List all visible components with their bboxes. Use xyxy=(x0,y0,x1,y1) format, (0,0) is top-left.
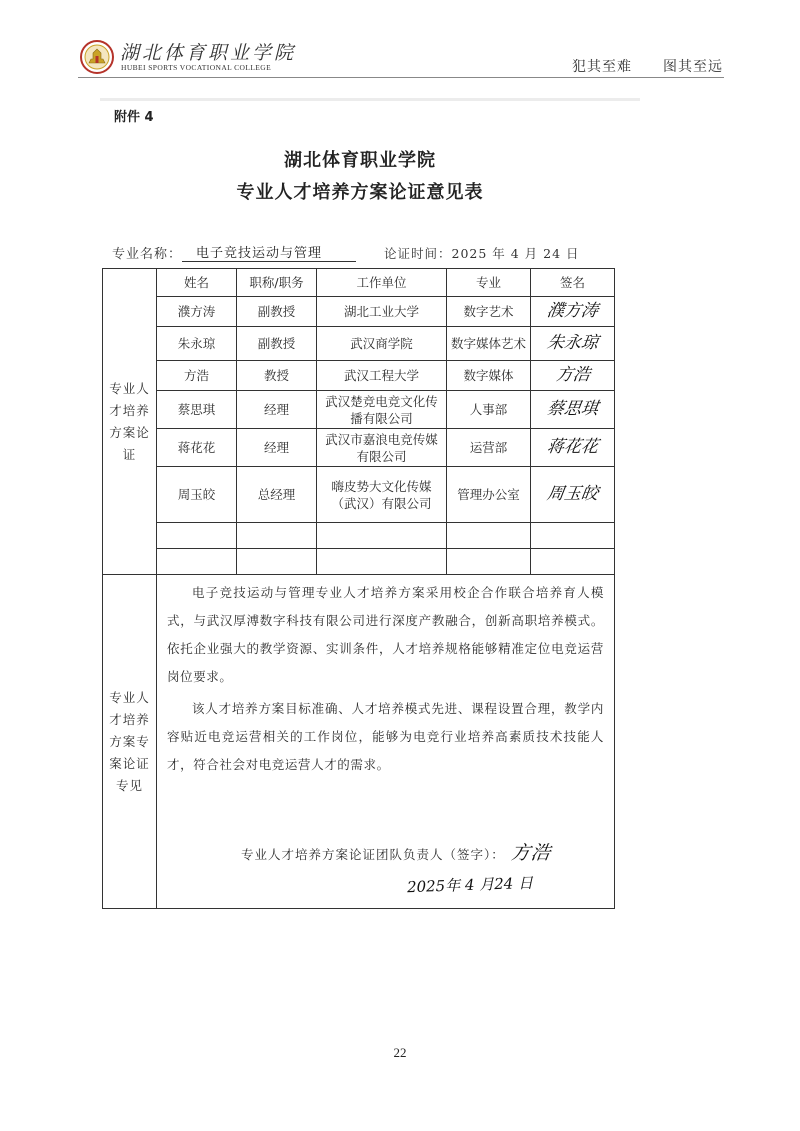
column-header: 专业 xyxy=(447,269,531,297)
table-row xyxy=(103,297,615,327)
leader-signature-line xyxy=(241,842,553,864)
member-title: 总经理 xyxy=(237,467,317,523)
column-header: 签名 xyxy=(531,269,615,297)
school-name-en: HUBEI SPORTS VOCATIONAL COLLEGE xyxy=(121,63,272,72)
page-header xyxy=(0,0,800,80)
column-header: 工作单位 xyxy=(317,269,447,297)
member-name: 蔡思琪 xyxy=(157,391,237,429)
signature-text: 濮方涛 xyxy=(545,301,600,321)
leader-label: 专业人才培养方案论证团队负责人（签字）： xyxy=(241,847,505,862)
member-title: 副教授 xyxy=(237,327,317,361)
member-name: 濮方涛 xyxy=(157,297,237,327)
member-unit: 嗨皮势大文化传媒（武汉）有限公司 xyxy=(317,467,447,523)
sign-date: 2025年 4 月24 日 xyxy=(406,873,534,897)
member-signature xyxy=(531,327,615,361)
member-name: 方浩 xyxy=(157,361,237,391)
form-title-line2: 专业人才培养方案论证意见表 xyxy=(236,182,484,203)
member-name: 朱永琼 xyxy=(157,327,237,361)
opinion-paragraph-1: 电子竞技运动与管理专业人才培养方案采用校企合作联合培养育人模式，与武汉厚溥数字科技有限公司进行深度产教融合，创新高职培养模式。依托企业强大的教学资源、实训条件，人才培养规格能够精准定位电竞运营岗位要求。 xyxy=(167,585,604,684)
member-major: 数字媒体 xyxy=(447,361,531,391)
member-unit: 武汉工程大学 xyxy=(317,361,447,391)
signature-text: 周玉皎 xyxy=(545,484,600,504)
table-row xyxy=(103,327,615,361)
table-row xyxy=(103,467,615,523)
school-name-cn: 湖北体育职业学院 xyxy=(120,42,297,64)
column-header: 职称/职务 xyxy=(237,269,317,297)
opinion-paragraph-2: 该人才培养方案目标准确、人才培养模式先进、课程设置合理，教学内容贴近电竞运营相关的工作岗位，能够为电竞行业培养高素质技术技能人才，符合社会对电竞运营人才的需求。 xyxy=(167,701,604,772)
review-table xyxy=(102,268,615,909)
review-date: 论证时间：2025 年 4 月 24 日 xyxy=(384,246,580,261)
member-title: 教授 xyxy=(237,361,317,391)
opinion-cell xyxy=(157,575,615,909)
member-major: 数字媒体艺术 xyxy=(447,327,531,361)
motto-left: 犯其至难 xyxy=(572,59,632,75)
side-label-members: 专业人才培养方案论证 xyxy=(103,269,157,575)
member-signature xyxy=(531,361,615,391)
scanned-form xyxy=(100,98,640,923)
member-major: 人事部 xyxy=(447,391,531,429)
leader-signature: 方浩 xyxy=(509,842,553,864)
side-label-opinion: 专业人才培养方案专案论证专见 xyxy=(103,575,157,909)
motto-right: 图其至远 xyxy=(663,59,723,75)
member-major: 管理办公室 xyxy=(447,467,531,523)
member-unit: 武汉商学院 xyxy=(317,327,447,361)
member-title: 经理 xyxy=(237,429,317,467)
empty-row xyxy=(103,523,615,549)
member-title: 副教授 xyxy=(237,297,317,327)
annex-label: 附件 4 xyxy=(114,110,154,125)
member-unit: 武汉楚竞电竞文化传播有限公司 xyxy=(317,391,447,429)
member-title: 经理 xyxy=(237,391,317,429)
signature-text: 方浩 xyxy=(554,365,591,385)
signature-text: 蔡思琪 xyxy=(545,399,600,419)
member-unit: 武汉市嘉浪电竞传媒有限公司 xyxy=(317,429,447,467)
page-number: 22 xyxy=(393,1045,407,1060)
signature-text: 蒋花花 xyxy=(545,437,600,457)
major-value: 电子竞技运动与管理 xyxy=(182,242,356,262)
column-header: 姓名 xyxy=(157,269,237,297)
college-logo-icon xyxy=(80,40,114,74)
empty-row xyxy=(103,549,615,575)
header-divider xyxy=(78,77,724,78)
member-signature xyxy=(531,467,615,523)
member-name: 周玉皎 xyxy=(157,467,237,523)
member-major: 运营部 xyxy=(447,429,531,467)
table-row xyxy=(103,361,615,391)
table-header-row xyxy=(103,269,615,297)
member-major: 数字艺术 xyxy=(447,297,531,327)
table-row xyxy=(103,429,615,467)
form-title-line1: 湖北体育职业学院 xyxy=(284,150,436,171)
member-signature xyxy=(531,391,615,429)
scan-edge xyxy=(100,98,640,101)
member-name: 蒋花花 xyxy=(157,429,237,467)
table-row xyxy=(103,391,615,429)
member-signature xyxy=(531,429,615,467)
major-label: 专业名称： xyxy=(112,247,183,262)
opinion-row xyxy=(103,575,615,909)
member-signature xyxy=(531,297,615,327)
signature-text: 朱永琼 xyxy=(545,333,600,353)
member-unit: 湖北工业大学 xyxy=(317,297,447,327)
